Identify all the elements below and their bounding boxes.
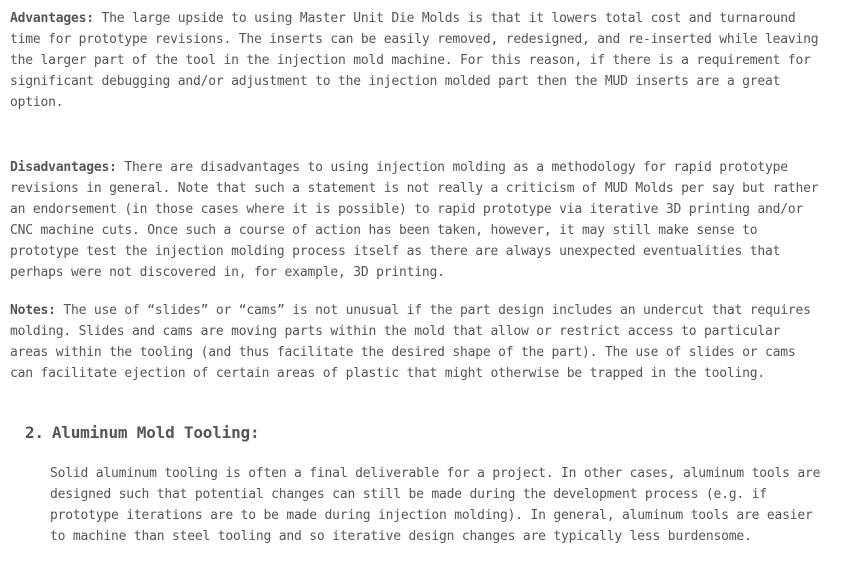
disadvantages-paragraph — [10, 157, 825, 283]
section-body: Solid aluminum tooling is often a final deliverable for a project. In other cases, aluminum tools are designed such that potential changes can still be made during the development process (e.g. if prototype iterations are to be made during injection molding). In general, aluminum tools are easier to machine than steel tooling and so iterative design changes are typically less burdensome. — [50, 466, 821, 544]
advantages-paragraph — [10, 8, 825, 113]
disadvantages-text: There are disadvantages to using injection molding as a methodology for rapid prototype revisions in general. Note that such a statement is not really a criticism of MUD Molds per say but rather an endorsement (in those cases where it is possible) to rapid prototype via iterative 3D printing and/or CNC machine cuts. Once such a course of action has been taken, however, it may still make sense to prototype test the injection molding process itself as there are always unexpected eventualities that perhaps were not discovered in, for example, 3D printing. — [10, 160, 819, 280]
advantages-text: The large upside to using Master Unit Die Molds is that it lowers total cost and turnaround time for prototype revisions. The inserts can be easily removed, redesigned, and re-inserted while leaving the larger part of the tool in the injection mold machine. For this reason, if there is a requirement for significant debugging and/or adjustment to the injection molded part then the MUD inserts are a great option. — [10, 11, 819, 110]
notes-text: The use of “slides” or “cams” is not unusual if the part design includes an undercut that requires molding. Slides and cams are moving parts within the mold that allow or restrict access to particular areas within the tooling (and thus facilitate the desired shape of the part). The use of slides or cams can facilitate ejection of certain areas of plastic that might otherwise be trapped in the tooling. — [10, 303, 811, 381]
disadvantages-label: Disadvantages: — [10, 160, 117, 175]
notes-paragraph — [10, 300, 825, 384]
advantages-label: Advantages: — [10, 11, 94, 26]
section-title: Aluminum Mold Tooling: — [51, 423, 260, 442]
section-number: 2. — [25, 423, 44, 442]
section-heading — [25, 422, 259, 444]
notes-label: Notes: — [10, 303, 56, 318]
